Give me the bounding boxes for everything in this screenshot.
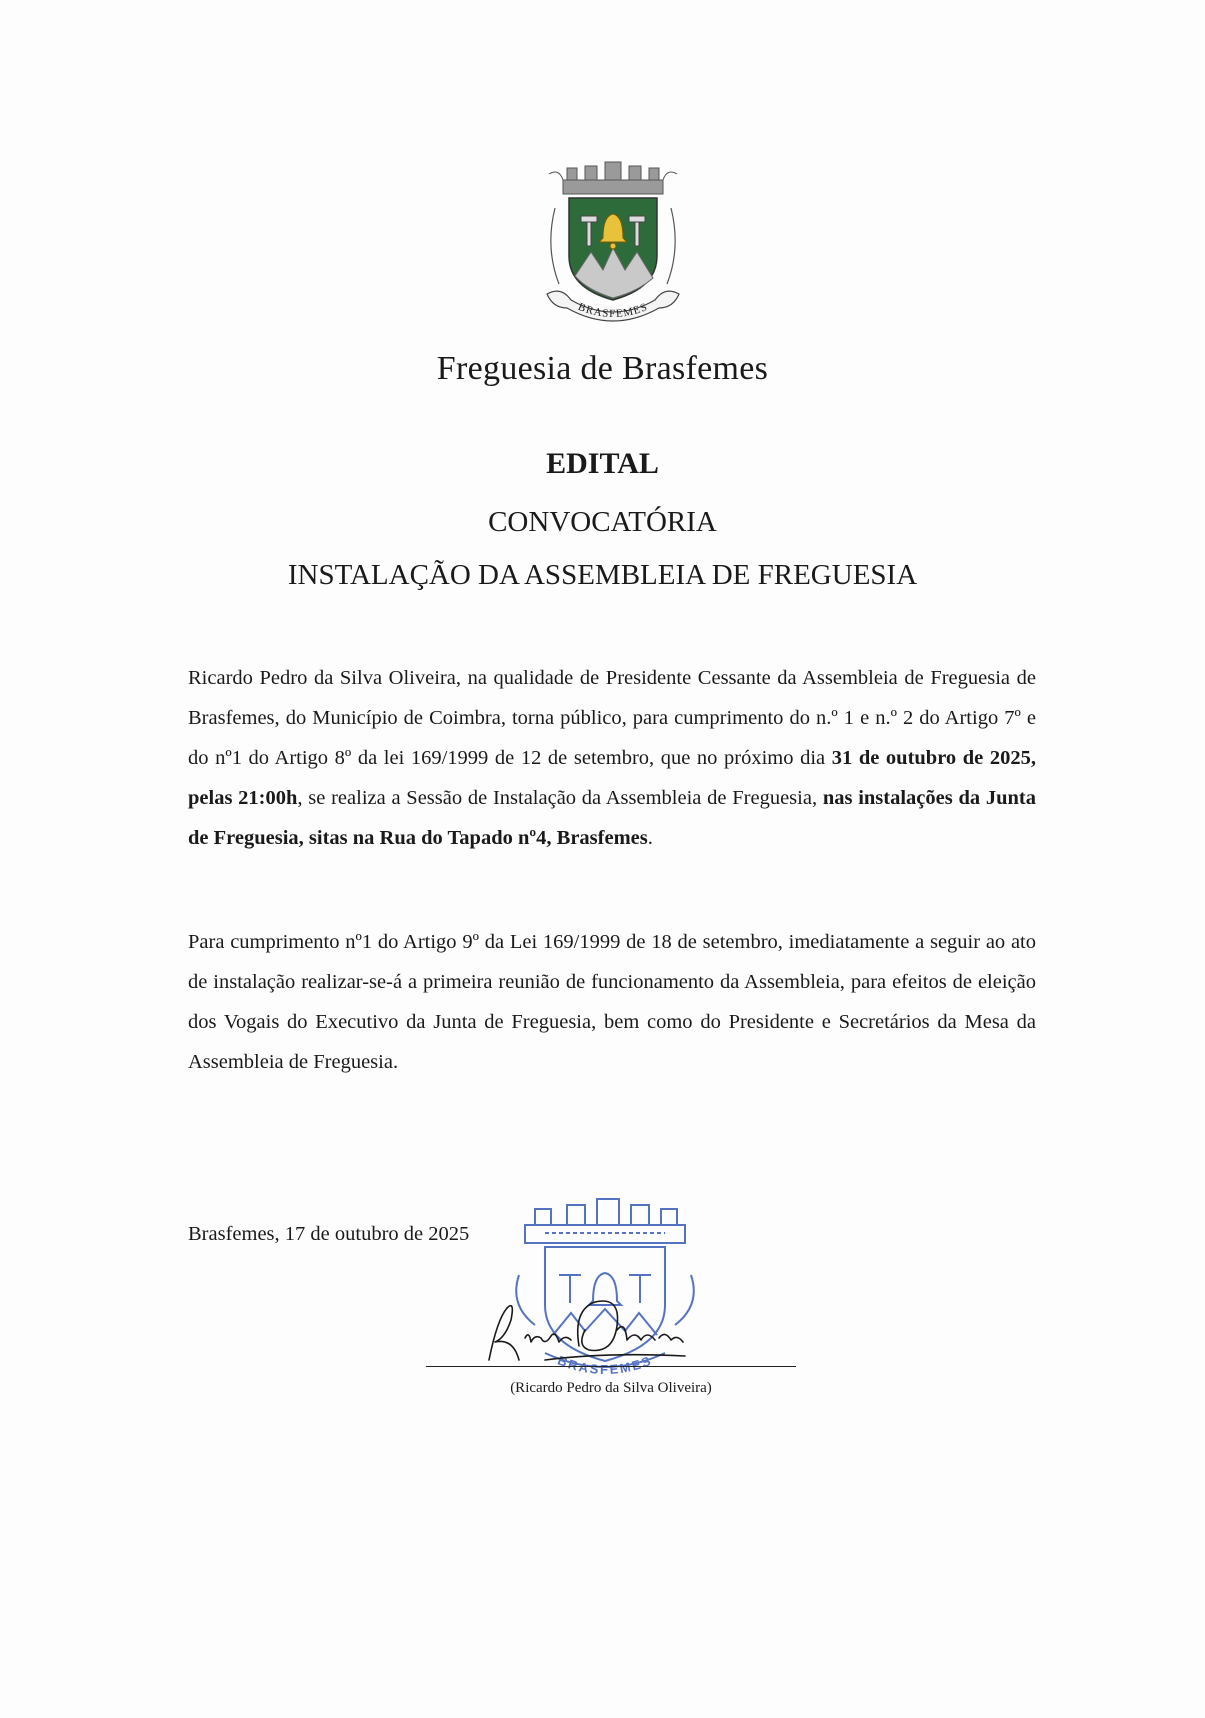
mural-crown (549, 162, 677, 194)
signature-line (426, 1366, 796, 1367)
signatory-name: (Ricardo Pedro da Silva Oliveira) (510, 1380, 712, 1396)
paragraph-2: Para cumprimento nº1 do Artigo 9º da Lei 169/1999 de 18 de setembro, imediatamente a seguir ao ato de instalação realizar-se-á a primeira reunião de funcionamento da Assembleia, para efeitos de eleição dos Vogais do Executivo da Junta de Freguesia, bem como do Presidente e Secretários da Mesa da Assembleia de Freguesia. (188, 931, 1036, 1073)
place-and-date: Brasfemes, 17 de outubro de 2025 (188, 1223, 470, 1245)
handwritten-signature (485, 1290, 745, 1370)
organization-name: Freguesia de Brasfemes (436, 350, 769, 387)
paragraph-1-part-c: , se realiza a Sessão de Instalação da Assembleia de Freguesia, (297, 787, 823, 809)
stamp-scroll-text: BRASFEMES (555, 1352, 655, 1378)
document-type-heading: EDITAL (546, 447, 659, 480)
paragraph-1-part-a: Ricardo Pedro da Silva Oliveira, na qualidade de Presidente Cessante da Assembleia de Freguesia de Brasfemes, do Município de Coimbra, torna público, para cumprimento do n.º 1 e n.º 2 do Artigo 7º e do nº1 do Artigo 8º da lei 169/1999 de 12 de setembro, que no próximo dia (188, 667, 1036, 769)
convocation-heading: CONVOCATÓRIA (488, 506, 717, 538)
coat-of-arms-logo (541, 158, 685, 330)
paragraph-1-part-e: . (647, 827, 653, 849)
subject-heading: INSTALAÇÃO DA ASSEMBLEIA DE FREGUESIA (287, 559, 918, 591)
meeting-location: nas instalações da Junta de Freguesia, sitas na Rua do Tapado nº4, Brasfemes (188, 787, 1036, 849)
meeting-date-time: 31 de outubro de 2025, pelas 21:00h (188, 747, 1036, 809)
paragraph-1 (188, 658, 1036, 858)
crest-scroll-text: BRASFEMES (576, 300, 650, 321)
